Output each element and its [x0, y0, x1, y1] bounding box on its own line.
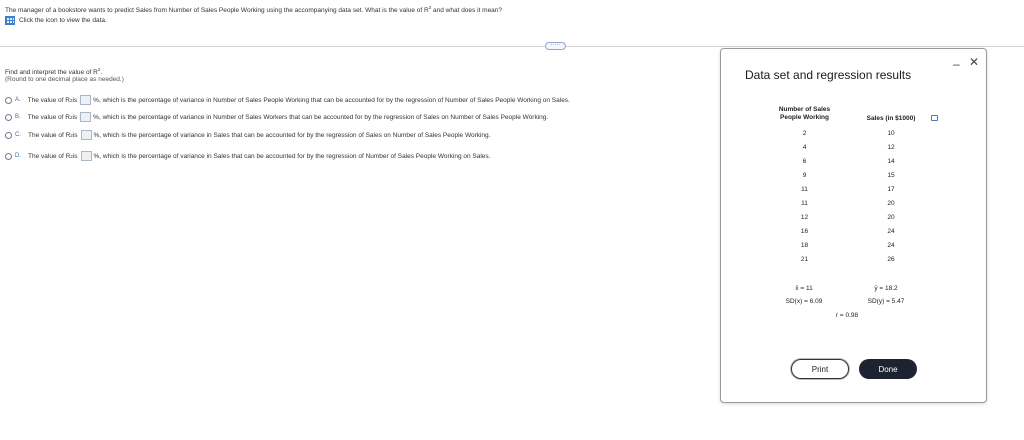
data-table-icon[interactable]	[5, 16, 15, 25]
minimize-icon[interactable]: –	[953, 57, 960, 71]
answer-input-b[interactable]	[80, 112, 91, 122]
view-data-link[interactable]	[5, 16, 107, 25]
choice-c[interactable]: C. The value of R 2 is %, which is the percentage of variance in Sales that can be accounted for by the regression of Sales on Number of Sales People Working.	[5, 129, 490, 141]
choice-a[interactable]: A. The value of R 2 is %, which is the percentage of variance in Number of Sales People Working that can be accounted for by the regression of Number of Sales People Working on Sales.	[5, 94, 570, 106]
x-mean: x̄ = 11	[795, 285, 813, 292]
table-row: 11 17	[801, 186, 895, 193]
choice-letter: D.	[15, 153, 21, 159]
table-row: 16 24	[800, 228, 895, 235]
close-icon[interactable]: ✕	[969, 55, 980, 69]
table-row: 12 20	[800, 214, 895, 221]
copy-icon[interactable]	[931, 115, 938, 121]
radio-c[interactable]	[5, 132, 12, 139]
column-header-sales-people: Number of Sales People Working	[778, 106, 831, 121]
choice-text: The value of R	[28, 131, 71, 139]
x-std-dev: SD(x) = 6.09	[785, 298, 823, 305]
choice-text: The value of R	[28, 152, 71, 160]
table-row: 6 14	[802, 158, 895, 165]
radio-d[interactable]	[5, 153, 12, 160]
choice-suffix: %, which is the percentage of variance in Number of Sales Workers that can be accounted for by the regression of Sales on Number of Sales People Working.	[93, 113, 549, 121]
column-header-sales: Sales (in $1000)	[866, 115, 916, 122]
choice-suffix: %, which is the percentage of variance in Sales that can be accounted for by the regression of Number of Sales People Working on Sales.	[93, 152, 491, 160]
choice-suffix: %, which is the percentage of variance in Sales that can be accounted for by the regression of Sales on Number of Sales People Working.	[93, 131, 491, 139]
radio-a[interactable]	[5, 97, 12, 104]
choice-letter: B.	[15, 114, 21, 120]
done-button[interactable]: Done	[859, 359, 917, 379]
section-divider	[0, 46, 1024, 47]
choice-text: The value of R	[27, 113, 70, 121]
answer-input-c[interactable]	[81, 130, 92, 140]
dialog-title: Data set and regression results	[745, 68, 912, 82]
table-row: 11 20	[801, 200, 895, 207]
question-text: The manager of a bookstore wants to predict Sales from Number of Sales People Working using the accompanying data set. What is the value of $R^2$ and what does it mean?	[5, 5, 503, 15]
view-data-label: Click the icon to view the data.	[19, 17, 107, 24]
choice-d[interactable]: D. The value of R 2 is %, which is the percentage of variance in Sales that can be accounted for by the regression of Number of Sales People Working on Sales.	[5, 150, 490, 162]
y-std-dev: SD(y) = 5.47	[867, 298, 905, 305]
expand-more-button[interactable]: ·····	[545, 42, 566, 50]
table-row: 18 24	[800, 242, 895, 249]
data-dialog	[720, 48, 987, 403]
answer-input-a[interactable]	[80, 95, 91, 105]
choice-suffix: %, which is the percentage of variance in Number of Sales People Working that can be accounted for by the regression of Number of Sales People Working on Sales.	[93, 96, 570, 104]
table-row: 2 10	[802, 130, 895, 137]
answer-input-d[interactable]	[81, 151, 92, 161]
table-row: 21 26	[800, 256, 895, 263]
choice-b[interactable]: B. The value of R 2 is %, which is the percentage of variance in Number of Sales Workers that can be accounted for by the regression of Sales on Number of Sales People Working.	[5, 111, 548, 123]
table-row: 4 12	[802, 144, 895, 151]
y-mean: ȳ = 18.2	[874, 285, 898, 292]
choice-letter: A.	[15, 97, 21, 103]
correlation-r: r = 0.98	[835, 312, 859, 319]
table-row: 9 15	[802, 172, 895, 179]
instruction-text: Find and interpret the value of $R^2$.	[5, 67, 103, 77]
print-button[interactable]: Print	[791, 359, 849, 379]
choice-letter: C.	[15, 132, 21, 138]
rounding-note: (Round to one decimal place as needed.)	[5, 76, 124, 83]
choice-text: The value of R	[27, 96, 70, 104]
radio-b[interactable]	[5, 114, 12, 121]
